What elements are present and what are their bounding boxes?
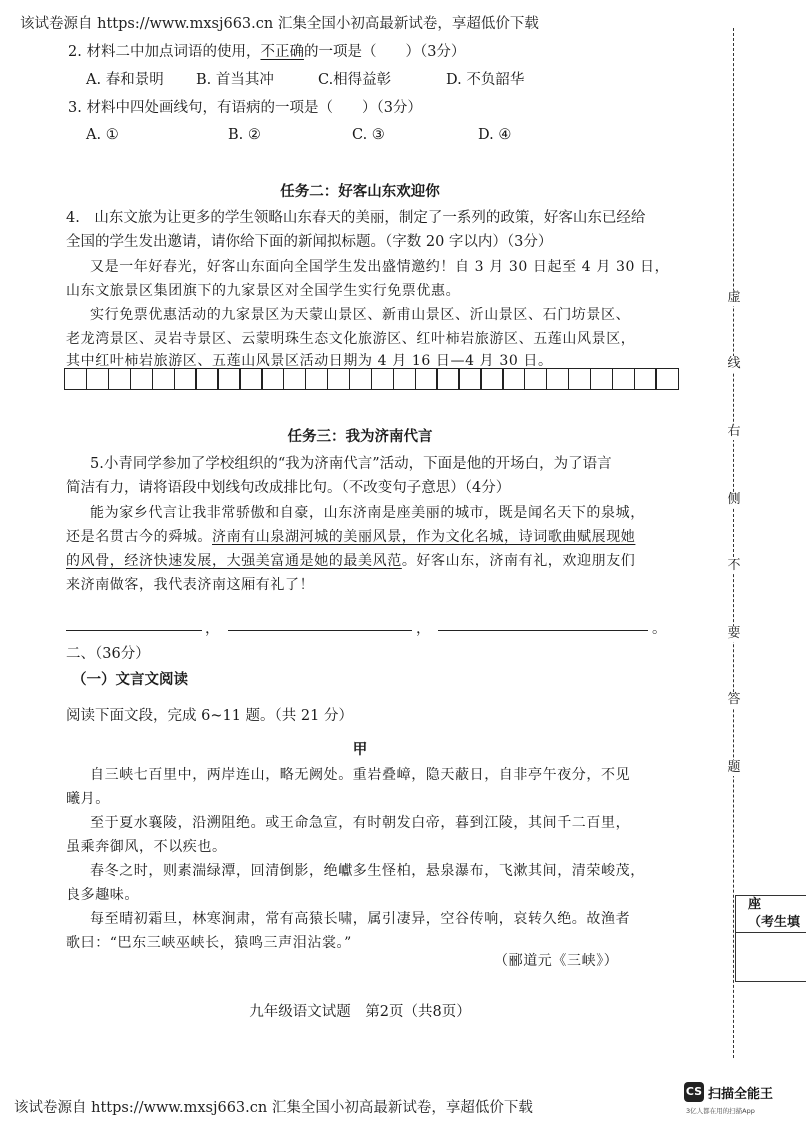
answer-cell[interactable] bbox=[261, 368, 284, 390]
side-char-5: 不 bbox=[724, 558, 744, 574]
answer-cell[interactable] bbox=[108, 368, 131, 390]
q2-stem-emphasis: 不正确 bbox=[260, 44, 304, 60]
question-2-stem bbox=[68, 40, 465, 61]
answer-cell[interactable] bbox=[195, 368, 218, 390]
task3-title: 任务三：我为济南代言 bbox=[287, 428, 433, 445]
section2-heading: 二、（36分） bbox=[66, 646, 150, 662]
q5-line-2: 简洁有力，请将语段中划线句改成排比句。（不改变句子意思）（4分） bbox=[66, 480, 511, 496]
q4-line-1: 4. 山东文旅为让更多的学生领略山东春天的美丽，制定了一系列的政策，好客山东已经给 bbox=[66, 210, 646, 226]
classical-line-6: 良多趣味。 bbox=[66, 887, 139, 903]
passage-attribution: （郦道元《三峡》） bbox=[494, 953, 619, 969]
answer-blank-2[interactable] bbox=[228, 630, 412, 631]
answer-cell[interactable] bbox=[86, 368, 109, 390]
answer-cell[interactable] bbox=[502, 368, 525, 390]
answer-cell[interactable] bbox=[458, 368, 481, 390]
headline-answer-grid[interactable] bbox=[64, 368, 677, 390]
q2-option-b[interactable]: B. 首当其冲 bbox=[196, 72, 274, 88]
answer-cell[interactable] bbox=[349, 368, 372, 390]
answer-cell[interactable] bbox=[590, 368, 613, 390]
passage-line-3 bbox=[66, 550, 635, 570]
answer-cell[interactable] bbox=[174, 368, 197, 390]
answer-cell[interactable] bbox=[327, 368, 350, 390]
answer-cell[interactable] bbox=[546, 368, 569, 390]
news-line-1: 又是一年好春光，好客山东面向全国学生发出盛情邀约！自 3 月 30 日起至 4 月 30 日， bbox=[90, 259, 670, 275]
source-banner-bottom: 该试卷源自 https://www.mxsj663.cn 汇集全国小初高最新试卷，享超低价下载 bbox=[14, 1100, 533, 1116]
answer-cell[interactable] bbox=[239, 368, 262, 390]
answer-cell[interactable] bbox=[64, 368, 87, 390]
binding-dashed-line bbox=[733, 28, 734, 1058]
news-line-3: 实行免票优惠活动的九家景区为天蒙山景区、新甫山景区、沂山景区、石门坊景区、 bbox=[90, 307, 631, 323]
side-char-4: 侧 bbox=[724, 492, 744, 508]
q3-option-b[interactable]: B. ② bbox=[228, 127, 261, 143]
side-char-7: 答 bbox=[724, 692, 744, 708]
q2-option-c[interactable]: C.相得益彰 bbox=[318, 72, 392, 88]
seat-number-box[interactable] bbox=[735, 895, 806, 982]
q2-stem-part2: 的一项是（ ）（3分） bbox=[303, 44, 466, 60]
classical-line-7: 每至晴初霜旦，林寒涧肃，常有高猿长啸，属引凄异，空谷传响，哀转久绝。故渔者 bbox=[90, 911, 631, 927]
classical-line-1: 自三峡七百里中，两岸连山，略无阙处。重岩叠嶂，隐天蔽日，自非亭午夜分，不见 bbox=[90, 767, 631, 783]
answer-period: 。 bbox=[652, 621, 667, 637]
news-line-5: 其中红叶柿岩旅游区、五莲山风景区活动日期为 4 月 16 日—4 月 30 日。 bbox=[66, 353, 553, 369]
passage-line-1: 能为家乡代言让我非常骄傲和自豪，山东济南是座美丽的城市，既是闻名天下的泉城， bbox=[90, 505, 645, 521]
news-line-2: 山东文旅景区集团旗下的九家景区对全国学生实行免票优惠。 bbox=[66, 283, 461, 299]
classical-line-2: 曦月。 bbox=[66, 791, 110, 807]
seat-label: 座 bbox=[748, 897, 762, 912]
passage-line-2 bbox=[66, 526, 635, 546]
answer-cell[interactable] bbox=[480, 368, 503, 390]
scanner-tagline: 3亿人都在用的扫描App bbox=[686, 1107, 755, 1115]
answer-cell[interactable] bbox=[217, 368, 240, 390]
scanner-name: 扫描全能王 bbox=[708, 1087, 774, 1102]
q2-stem-part1: 2. 材料二中加点词语的使用， bbox=[68, 44, 261, 60]
camscanner-icon: CS bbox=[684, 1082, 704, 1102]
answer-cell[interactable] bbox=[371, 368, 394, 390]
q2-option-a[interactable]: A. 春和景明 bbox=[86, 72, 164, 88]
passage-line-4: 来济南做客，我代表济南这厢有礼了！ bbox=[66, 577, 315, 593]
answer-cell[interactable] bbox=[130, 368, 153, 390]
side-char-2: 线 bbox=[724, 356, 744, 372]
section2-subheading: （一）文言文阅读 bbox=[72, 671, 188, 688]
classical-line-3: 至于夏水襄陵，沿溯阻绝。或王命急宣，有时朝发白帝，暮到江陵，其间千二百里， bbox=[90, 815, 631, 831]
answer-cell[interactable] bbox=[305, 368, 328, 390]
classical-line-4: 虽乘奔御风，不以疾也。 bbox=[66, 839, 227, 855]
answer-cell[interactable] bbox=[436, 368, 459, 390]
question-3-stem: 3. 材料中四处画线句，有语病的一项是（ ）（3分） bbox=[68, 100, 422, 116]
seat-sublabel: （考生填 bbox=[736, 914, 806, 933]
answer-comma-2: ， bbox=[416, 621, 431, 637]
passage-underlined-2: 的风骨，经济快速发展，大强美富通是她的最美风范 bbox=[66, 553, 402, 569]
answer-cell[interactable] bbox=[655, 368, 678, 390]
side-char-1: 虚 bbox=[724, 290, 744, 306]
answer-comma-1: ， bbox=[205, 621, 220, 637]
answer-cell[interactable] bbox=[393, 368, 416, 390]
answer-cell[interactable] bbox=[634, 368, 657, 390]
q3-option-a[interactable]: A. ① bbox=[86, 127, 119, 143]
answer-cell[interactable] bbox=[568, 368, 591, 390]
task2-title: 任务二：好客山东欢迎你 bbox=[280, 183, 440, 200]
classical-line-8: 歌曰：“巴东三峡巫峡长，猿鸣三声泪沾裳。” bbox=[66, 935, 352, 951]
q3-option-c[interactable]: C. ③ bbox=[352, 127, 385, 143]
reading-instruction: 阅读下面文段，完成 6~11 题。（共 21 分） bbox=[66, 708, 353, 724]
q3-option-d[interactable]: D. ④ bbox=[478, 127, 512, 143]
passage-underlined-1: 济南有山泉湖河城的美丽风景，作为文化名城，诗词歌曲赋展现她 bbox=[212, 529, 636, 545]
page-footer: 九年级语文试题 第2页（共8页） bbox=[249, 1004, 471, 1020]
answer-cell[interactable] bbox=[524, 368, 547, 390]
side-char-6: 要 bbox=[724, 626, 744, 642]
answer-cell[interactable] bbox=[152, 368, 175, 390]
news-line-4: 老龙湾景区、灵岩寺景区、云蒙明珠生态文化旅游区、红叶柿岩旅游区、五莲山风景区， bbox=[66, 331, 636, 347]
classical-line-5: 春冬之时，则素湍绿潭，回清倒影，绝巘多生怪柏，悬泉瀑布，飞漱其间，清荣峻茂， bbox=[90, 863, 645, 879]
answer-cell[interactable] bbox=[283, 368, 306, 390]
answer-cell[interactable] bbox=[415, 368, 438, 390]
side-char-8: 题 bbox=[724, 760, 744, 776]
passage-line-2-plain: 还是名贯古今的舜城。 bbox=[66, 529, 212, 545]
answer-cell[interactable] bbox=[612, 368, 635, 390]
answer-blank-3[interactable] bbox=[438, 630, 648, 631]
passage-label-jia: 甲 bbox=[352, 741, 368, 758]
side-char-3: 右 bbox=[724, 424, 744, 440]
q4-line-2: 全国的学生发出邀请，请你给下面的新闻拟标题。（字数 20 字以内）（3分） bbox=[66, 234, 553, 250]
source-banner-top: 该试卷源自 https://www.mxsj663.cn 汇集全国小初高最新试卷，享超低价下载 bbox=[20, 16, 539, 32]
q5-line-1: 5.小青同学参加了学校组织的“我为济南代言”活动，下面是他的开场白，为了语言 bbox=[90, 456, 612, 472]
passage-line-3-plain: 。好客山东，济南有礼，欢迎朋友们 bbox=[401, 553, 636, 569]
q2-option-d[interactable]: D. 不负韶华 bbox=[446, 72, 525, 88]
answer-blank-1[interactable] bbox=[66, 630, 202, 631]
